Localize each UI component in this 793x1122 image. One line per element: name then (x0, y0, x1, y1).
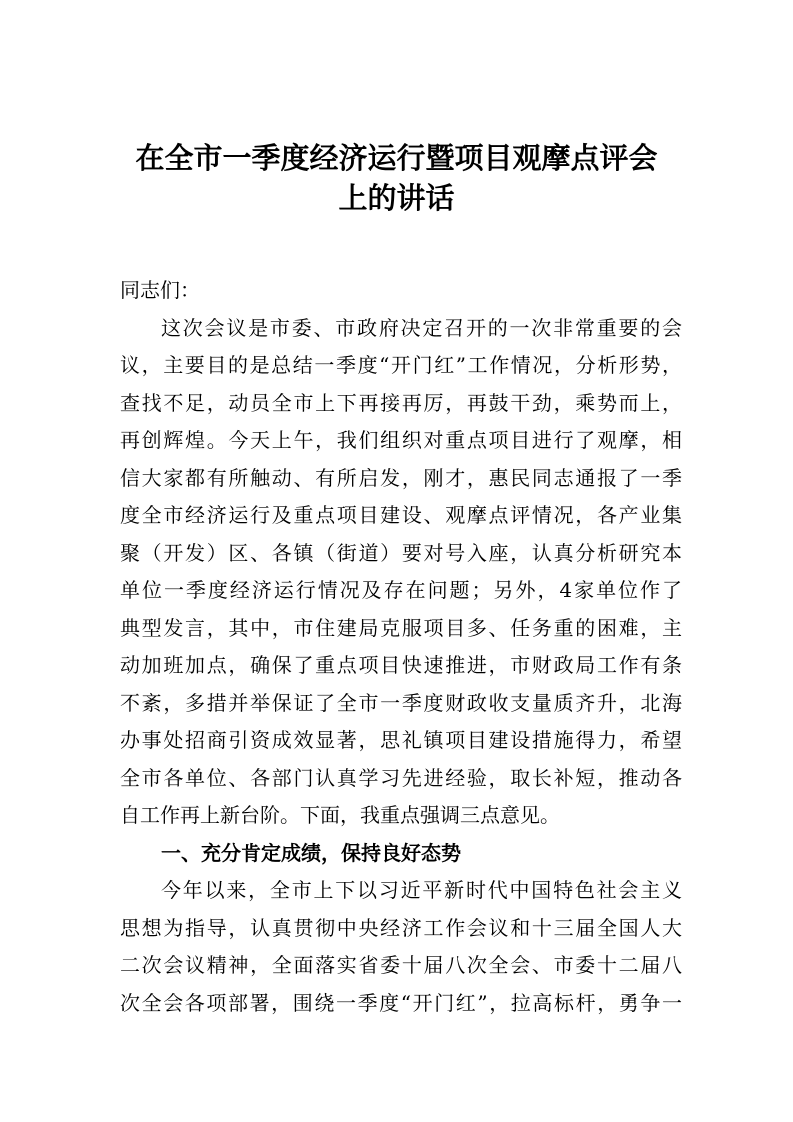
paragraph-2 (120, 872, 682, 1022)
title-line: 在全市一季度经济运行暨项目观摩点评会 (135, 141, 658, 175)
text-line: 办事处招商引资成效显著，思礼镇项目建设措施得力，希望 (120, 728, 682, 752)
text-line: 聚（开发）区、各镇（街道）要对号入座，认真分析研究本 (120, 540, 682, 565)
title-line: 上的讲话 (338, 181, 455, 215)
text-line: 思想为指导，认真贯彻中央经济工作会议和十三届全国人大 (120, 915, 682, 940)
text-line: 全市各单位、各部门认真学习先进经验，取长补短，推动各 (120, 765, 682, 790)
text-line: 查找不足，动员全市上下再接再厉，再鼓干劲，乘势而上， (120, 390, 682, 415)
text-line: 典型发言，其中，市住建局克服项目多、任务重的困难，主 (120, 615, 682, 640)
section-heading-1: 一、充分肯定成绩，保持良好态势 (161, 840, 461, 865)
paragraph-1 (120, 310, 682, 835)
text-line: 不紊，多措并举保证了全市一季度财政收支量质齐升，北海 (120, 690, 682, 715)
text-line: 议，主要目的是总结一季度“开门红”工作情况，分析形势， (120, 353, 682, 377)
text-line: 信大家都有所触动、有所启发，刚才，惠民同志通报了一季 (120, 465, 682, 490)
text-line: 单位一季度经济运行情况及存在问题；另外，4家单位作了 (120, 578, 682, 602)
document-body (120, 272, 682, 1022)
text-line: 自工作再上新台阶。下面，我重点强调三点意见。 (120, 803, 560, 827)
salutation: 同志们： (120, 278, 200, 302)
document-title (100, 138, 693, 218)
text-line: 二次会议精神，全面落实省委十届八次全会、市委十二届八 (120, 953, 682, 977)
text-line: 度全市经济运行及重点项目建设、观摩点评情况，各产业集 (120, 503, 682, 527)
text-line: 次全会各项部署，围绕一季度“开门红”，拉高标杆，勇争一 (120, 990, 682, 1015)
text-line: 动加班加点，确保了重点项目快速推进，市财政局工作有条 (120, 653, 682, 677)
text-line: 再创辉煌。今天上午，我们组织对重点项目进行了观摩，相 (120, 428, 682, 452)
text-line: 今年以来，全市上下以习近平新时代中国特色社会主义 (161, 878, 682, 902)
text-line: 这次会议是市委、市政府决定召开的一次非常重要的会 (161, 315, 682, 340)
